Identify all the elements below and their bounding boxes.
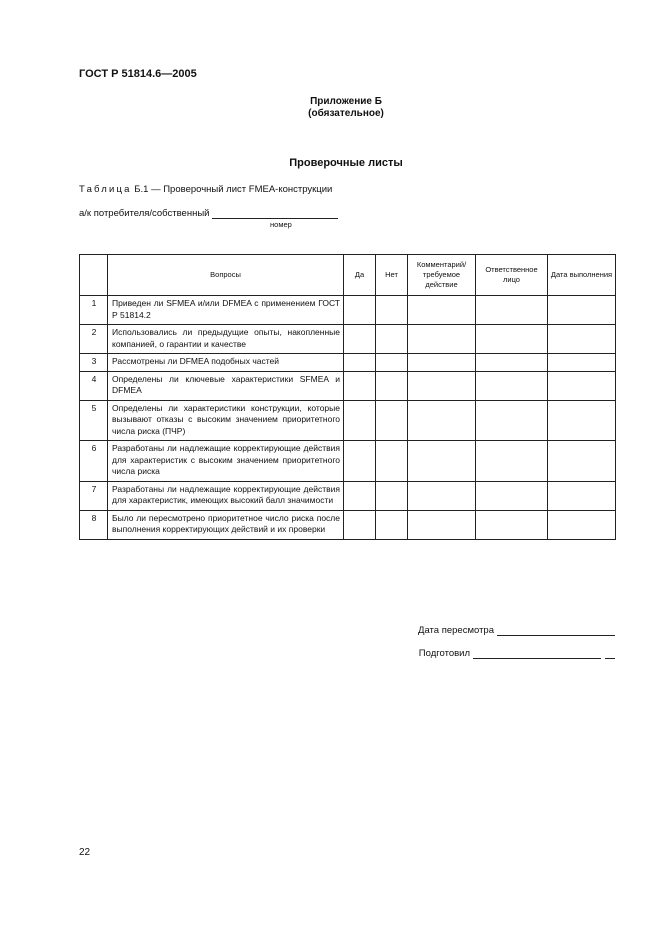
cell-comment[interactable] (408, 510, 476, 539)
cell-no[interactable] (376, 354, 408, 372)
prepared-by-label: Подготовил (418, 648, 470, 659)
row-number: 6 (80, 441, 108, 482)
row-number: 7 (80, 481, 108, 510)
row-number: 1 (80, 296, 108, 325)
table-row (80, 400, 616, 441)
cell-comment[interactable] (408, 441, 476, 482)
cell-yes[interactable] (344, 371, 376, 400)
cell-responsible[interactable] (476, 441, 548, 482)
cell-date[interactable] (548, 400, 616, 441)
cell-comment[interactable] (408, 400, 476, 441)
standard-code: ГОСТ Р 51814.6—2005 (79, 68, 197, 80)
cell-yes[interactable] (344, 325, 376, 354)
cell-no[interactable] (376, 400, 408, 441)
owner-hint: номер (270, 220, 292, 229)
cell-no[interactable] (376, 510, 408, 539)
col-header-no: Нет (376, 255, 408, 296)
owner-label: а/к потребителя/собственный (79, 208, 210, 219)
row-number: 5 (80, 400, 108, 441)
table-row (80, 296, 616, 325)
review-date-blank[interactable] (497, 625, 615, 636)
row-question: Приведен ли SFMEA и/или DFMEA с применением ГОСТ Р 51814.2 (108, 296, 344, 325)
cell-yes[interactable] (344, 354, 376, 372)
cell-responsible[interactable] (476, 481, 548, 510)
cell-responsible[interactable] (476, 354, 548, 372)
cell-date[interactable] (548, 510, 616, 539)
cell-responsible[interactable] (476, 400, 548, 441)
col-header-num (80, 255, 108, 296)
row-question: Определены ли характеристики конструкции, которые вызывают отказы с высоким значением приоритетного числа риска (ПЧР) (108, 400, 344, 441)
cell-responsible[interactable] (476, 371, 548, 400)
cell-date[interactable] (548, 441, 616, 482)
cell-date[interactable] (548, 481, 616, 510)
checklist-table (79, 254, 616, 540)
cell-no[interactable] (376, 325, 408, 354)
table-caption-word: Таблица (79, 184, 132, 195)
section-title: Проверочные листы (289, 157, 403, 169)
cell-no[interactable] (376, 371, 408, 400)
cell-yes[interactable] (344, 441, 376, 482)
row-question: Рассмотрены ли DFMEA подобных частей (108, 354, 344, 372)
cell-date[interactable] (548, 371, 616, 400)
row-number: 3 (80, 354, 108, 372)
row-question: Использовались ли предыдущие опыты, накопленные компанией, о гарантии и качестве (108, 325, 344, 354)
cell-date[interactable] (548, 296, 616, 325)
cell-comment[interactable] (408, 481, 476, 510)
col-header-questions: Вопросы (108, 255, 344, 296)
row-number: 8 (80, 510, 108, 539)
cell-no[interactable] (376, 441, 408, 482)
cell-no[interactable] (376, 296, 408, 325)
appendix-title: Приложение Б (310, 96, 382, 107)
cell-date[interactable] (548, 325, 616, 354)
col-header-date: Дата выполнения (548, 255, 616, 296)
cell-yes[interactable] (344, 481, 376, 510)
cell-comment[interactable] (408, 296, 476, 325)
row-number: 2 (80, 325, 108, 354)
row-question: Было ли пересмотрено приоритетное число риска после выполнения корректирующих действий и их проверки (108, 510, 344, 539)
table-row (80, 371, 616, 400)
cell-responsible[interactable] (476, 510, 548, 539)
row-number: 4 (80, 371, 108, 400)
review-date-line (418, 625, 615, 636)
appendix-heading (0, 96, 661, 120)
cell-no[interactable] (376, 481, 408, 510)
row-question: Определены ли ключевые характеристики SFMEA и DFMEA (108, 371, 344, 400)
prepared-by-line (419, 648, 615, 659)
cell-responsible[interactable] (476, 325, 548, 354)
table-row (80, 441, 616, 482)
table-header-row (80, 255, 616, 296)
cell-yes[interactable] (344, 510, 376, 539)
cell-comment[interactable] (408, 371, 476, 400)
cell-comment[interactable] (408, 354, 476, 372)
cell-date[interactable] (548, 354, 616, 372)
page-number: 22 (79, 847, 91, 858)
table-caption-text: Б.1 — Проверочный лист FMEA-конструкции (134, 184, 333, 195)
review-date-label: Дата пересмотра (418, 625, 494, 636)
table-row (80, 481, 616, 510)
table-row (80, 510, 616, 539)
col-header-responsible: Ответственное лицо (476, 255, 548, 296)
col-header-comment: Комментарий/ требуемое действие (408, 255, 476, 296)
cell-yes[interactable] (344, 296, 376, 325)
owner-line (79, 208, 338, 219)
prepared-by-signature-blank[interactable] (605, 648, 615, 659)
table-row (80, 325, 616, 354)
col-header-yes: Да (344, 255, 376, 296)
table-caption (79, 184, 332, 195)
cell-responsible[interactable] (476, 296, 548, 325)
cell-yes[interactable] (344, 400, 376, 441)
table-row (80, 354, 616, 372)
owner-blank-field[interactable] (212, 208, 338, 219)
row-question: Разработаны ли надлежащие корректирующие действия для характеристик с высоким значением приоритетного числа риска (108, 441, 344, 482)
appendix-status: (обязательное) (308, 108, 384, 119)
row-question: Разработаны ли надлежащие корректирующие действия для характеристик, имеющих высокий балл значимости (108, 481, 344, 510)
cell-comment[interactable] (408, 325, 476, 354)
prepared-by-blank[interactable] (473, 648, 601, 659)
